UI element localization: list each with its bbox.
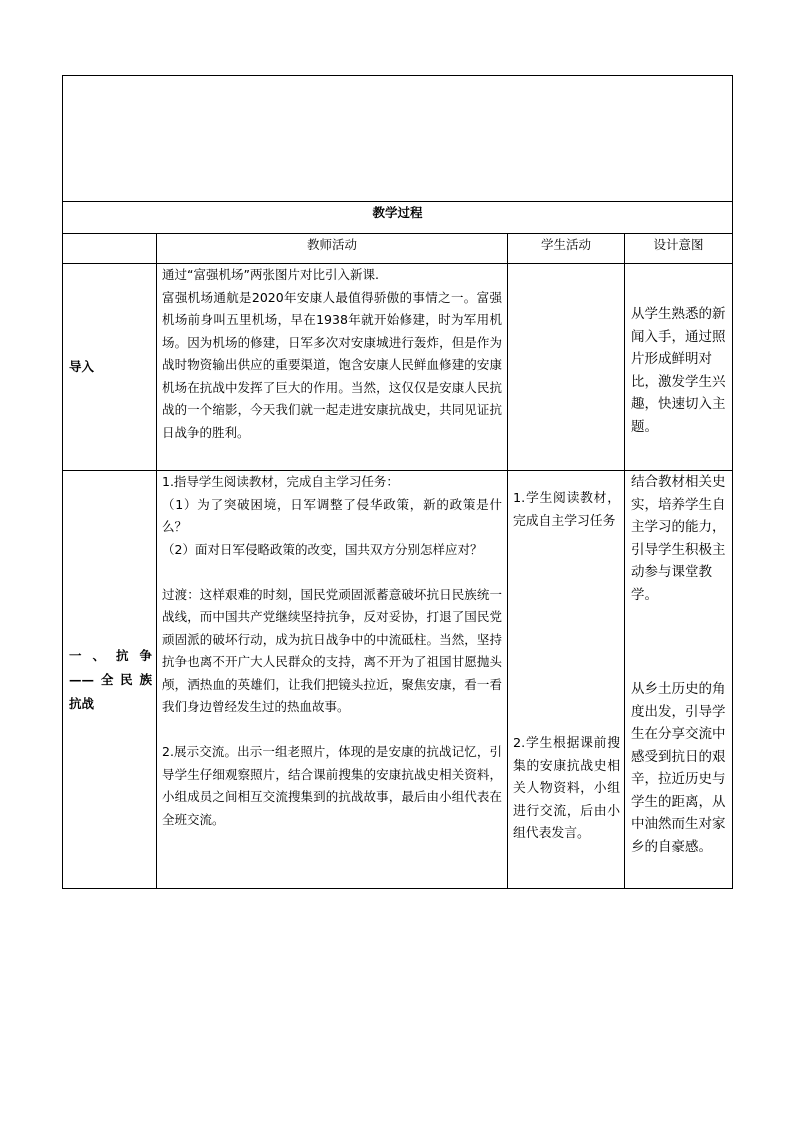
resistance-student-cell: [508, 471, 625, 889]
resistance-purpose-1: 结合教材相关史实，培养学生自主学习的能力，引导学生积极主动参与课堂教学。: [631, 474, 726, 603]
resistance-student-2: 2.学生根据课前搜集的安康抗战史相关人物资料，小组进行交流，后由小组代表发言。: [513, 736, 620, 841]
intro-label-text: 导入: [69, 358, 95, 374]
resistance-teacher-transition: 过渡：这样艰难的时刻，国民党顽固派蓄意破坏抗日民族统一战线，而中国共产党继续坚持抗争，反对妥协，打退了国民党顽固派的破坏行动，成为抗日战争中的中流砥柱。当然，坚持抗争也离不开广大人民群众的支持，离不开为了祖国甘愿抛头颅，洒热血的英雄们，让我们把镜头拉近，聚焦安康，看一看我们身边曾经发生过的热血故事。: [162, 586, 502, 714]
resistance-teacher-q2: （2）面对日军侵略政策的改变，国共双方分别怎样应对？: [162, 541, 483, 557]
resistance-teacher-cell: [157, 471, 508, 889]
section-title: 教学过程: [63, 202, 733, 234]
resistance-teacher-q1: （1）为了突破困境，日军调整了侵华政策，新的政策是什么？: [162, 496, 502, 534]
resistance-student-1: 1.学生阅读教材，完成自主学习任务: [513, 491, 620, 529]
resistance-teacher-task: 1.指导学生阅读教材，完成自主学习任务：: [162, 474, 399, 489]
resistance-teacher-display: 2.展示交流。出示一组老照片，体现的是安康的抗战记忆，引导学生仔细观察照片，结合课前搜集的安康抗战史相关资料，小组成员之间相互交流搜集到的抗战故事，最后由小组代表在全班交流。: [162, 744, 502, 827]
intro-label: [63, 264, 157, 471]
lesson-plan-table: [62, 75, 733, 889]
intro-purpose-text: 从学生熟悉的新闻入手，通过照片形成鲜明对比，激发学生兴趣，快速切入主题。: [631, 306, 726, 435]
resistance-row: [63, 471, 733, 889]
resistance-label: [63, 471, 157, 889]
header-purpose: 设计意图: [625, 234, 733, 264]
intro-teacher-line-1: 通过“富强机场”两张图片对比引入新课.: [162, 267, 379, 282]
intro-purpose-cell: [625, 264, 733, 471]
intro-student-cell: [508, 264, 625, 471]
header-teacher: 教师活动: [157, 234, 508, 264]
column-header-row: [63, 234, 733, 264]
resistance-label-line-2: ——全民族: [69, 671, 152, 687]
blank-row: [63, 76, 733, 202]
intro-teacher-line-2: 富强机场通航是2020年安康人最值得骄傲的事情之一。富强机场前身叫五里机场，早在1938年就开始修建，时为军用机场。因为机场的修建，日军多次对安康城进行轰炸，但是作为战时物资输出供应的重要渠道，饱含安康人民鲜血修建的安康机场在抗战中发挥了巨大的作用。当然，这仅仅是安康人民抗战的一个缩影，今天我们就一起走进安康抗战史，共同见证抗日战争的胜利。: [162, 289, 502, 440]
resistance-label-line-3: 抗战: [69, 695, 95, 711]
blank-cell: [63, 76, 733, 202]
intro-teacher-cell: [157, 264, 508, 471]
header-empty-cell: [63, 234, 157, 264]
header-student: 学生活动: [508, 234, 625, 264]
resistance-purpose-2: 从乡土历史的角度出发，引导学生在分享交流中感受到抗日的艰辛，拉近历史与学生的距离，从中油然而生对家乡的自豪感。: [631, 681, 726, 855]
resistance-label-line-1: 一、抗争: [69, 647, 152, 663]
resistance-purpose-cell: [625, 471, 733, 889]
section-title-row: [63, 202, 733, 234]
intro-row: [63, 264, 733, 471]
